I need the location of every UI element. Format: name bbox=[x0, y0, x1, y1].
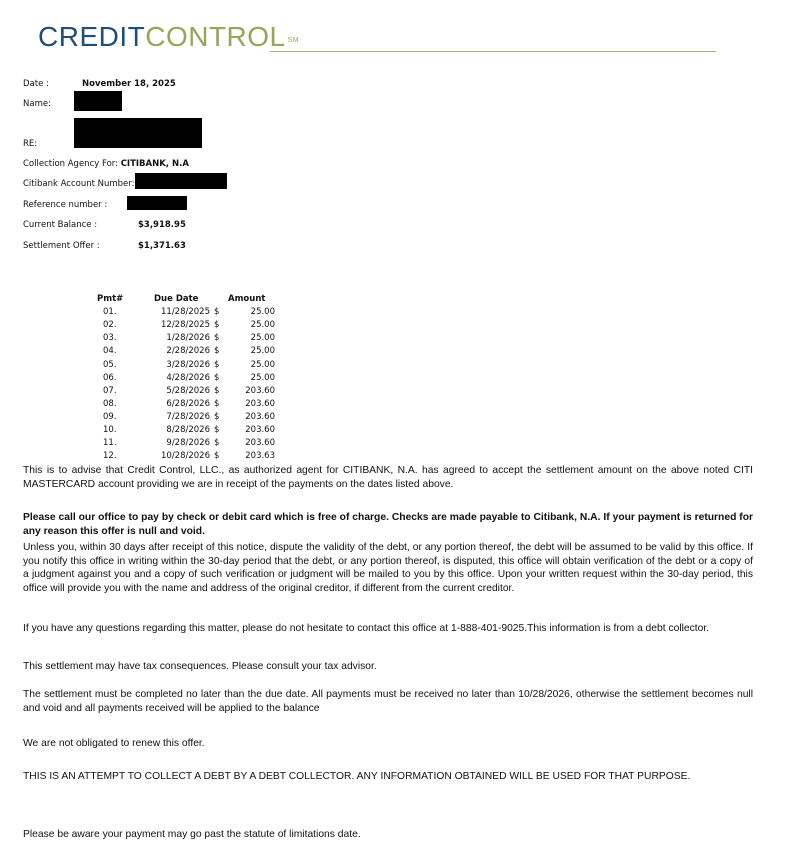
payment-amount: 203.60 bbox=[245, 438, 275, 449]
due-date: 2/28/2026 bbox=[166, 346, 210, 357]
company-logo bbox=[38, 20, 299, 54]
statute-limitations-notice: Please be aware your payment may go past the statute of limitations date. bbox=[23, 829, 361, 840]
header-due-date: Due Date bbox=[154, 294, 199, 304]
table-row bbox=[0, 437, 300, 450]
logo-part-credit: CREDIT bbox=[38, 21, 146, 52]
header-pmt: Pmt# bbox=[97, 294, 124, 304]
debt-collector-disclosure: THIS IS AN ATTEMPT TO COLLECT A DEBT BY A DEBT COLLECTOR. ANY INFORMATION OBTAINED WILL BE USED FOR THAT PURPOSE. bbox=[23, 771, 691, 782]
redacted-reference-number bbox=[127, 196, 187, 210]
pmt-number: 07. bbox=[103, 385, 117, 396]
payment-amount: 25.00 bbox=[250, 320, 275, 331]
currency-symbol: $ bbox=[214, 411, 220, 422]
due-date: 11/28/2025 bbox=[161, 307, 210, 318]
pmt-number: 09. bbox=[103, 411, 117, 422]
table-row bbox=[0, 359, 300, 372]
pmt-number: 01. bbox=[103, 307, 117, 318]
due-date: 6/28/2026 bbox=[166, 398, 210, 409]
table-row bbox=[0, 319, 300, 332]
due-date: 4/28/2026 bbox=[166, 372, 210, 383]
currency-symbol: $ bbox=[214, 320, 220, 331]
agency-label: Collection Agency For: bbox=[23, 159, 121, 169]
renewal-notice-paragraph: We are not obligated to renew this offer. bbox=[23, 738, 205, 749]
pmt-number: 04. bbox=[103, 346, 117, 357]
due-date: 3/28/2026 bbox=[166, 359, 210, 370]
payment-amount: 203.60 bbox=[245, 411, 275, 422]
currency-symbol: $ bbox=[214, 359, 220, 370]
currency-symbol: $ bbox=[214, 307, 220, 318]
agency-value: CITIBANK, N.A bbox=[120, 159, 189, 169]
table-row bbox=[0, 332, 300, 345]
payment-instructions-paragraph: Please call our office to pay by check or debit card which is free of charge. Checks are made payable to Citibank, N.A. If your payment is returned for any reason this offer is null and void. bbox=[23, 512, 753, 537]
currency-symbol: $ bbox=[214, 438, 220, 449]
table-row bbox=[0, 398, 300, 411]
due-date: 12/28/2025 bbox=[161, 320, 210, 331]
account-number-label: Citibank Account Number: bbox=[23, 179, 135, 189]
pmt-number: 06. bbox=[103, 372, 117, 383]
currency-symbol: $ bbox=[214, 425, 220, 435]
currency-symbol: $ bbox=[214, 346, 220, 357]
due-date: 7/28/2026 bbox=[166, 411, 210, 422]
logo-service-mark: SM bbox=[287, 37, 300, 44]
re-label: RE: bbox=[23, 139, 38, 149]
reference-number-label: Reference number : bbox=[23, 200, 108, 210]
settlement-offer-value: $1,371.63 bbox=[138, 241, 186, 251]
table-row bbox=[0, 306, 300, 319]
collection-agency-line bbox=[23, 158, 189, 170]
logo-part-control: CONTROL bbox=[145, 21, 286, 52]
deadline-paragraph: The settlement must be completed no later than the due date. All payments must be received no later than 10/28/2026, otherwise the settlement becomes null and void and all payments received will be applied to the balance bbox=[23, 689, 753, 714]
redacted-name bbox=[74, 91, 122, 111]
due-date: 9/28/2026 bbox=[166, 438, 210, 449]
current-balance-label: Current Balance : bbox=[23, 220, 98, 230]
due-date: 10/28/2026 bbox=[161, 451, 210, 462]
pmt-number: 11. bbox=[103, 438, 117, 449]
pmt-number: 03. bbox=[103, 333, 117, 344]
due-date: 8/28/2026 bbox=[166, 425, 210, 435]
payment-amount: 25.00 bbox=[250, 346, 275, 357]
payment-amount: 203.60 bbox=[245, 425, 275, 435]
payment-amount: 203.60 bbox=[245, 398, 275, 409]
currency-symbol: $ bbox=[214, 333, 220, 344]
due-date: 1/28/2026 bbox=[166, 333, 210, 344]
payment-amount: 25.00 bbox=[250, 333, 275, 344]
table-row bbox=[0, 372, 300, 385]
redacted-account-number bbox=[135, 173, 227, 189]
payment-amount: 203.63 bbox=[245, 451, 275, 462]
table-row bbox=[0, 450, 300, 463]
pmt-number: 12. bbox=[103, 451, 117, 462]
date-label: Date : bbox=[23, 79, 49, 89]
pmt-number: 05. bbox=[103, 359, 117, 370]
current-balance-value: $3,918.95 bbox=[138, 220, 186, 230]
table-row bbox=[0, 385, 300, 398]
payment-amount: 25.00 bbox=[250, 372, 275, 383]
pmt-number: 10. bbox=[103, 425, 117, 435]
logo-divider bbox=[270, 51, 716, 52]
validation-notice-paragraph: Unless you, within 30 days after receipt of this notice, dispute the validity of the debt, or any portion thereof, the debt will be assumed to be valid by this office. If you notify this office in writing within the 30-day period that the debt, or any portion thereof, is disputed, this office will obtain verification of the debt or a copy of a judgment against you and a copy of such verification or judgment will be mailed to you by this office. Upon your written request within the 30-day period, this office will provide you with the name and address of the original creditor, if different from the current creditor. bbox=[23, 542, 753, 594]
date-value: November 18, 2025 bbox=[82, 79, 176, 89]
settlement-offer-label: Settlement Offer : bbox=[23, 241, 100, 251]
due-date: 5/28/2026 bbox=[166, 385, 210, 396]
currency-symbol: $ bbox=[214, 372, 220, 383]
currency-symbol: $ bbox=[214, 398, 220, 409]
payment-amount: 25.00 bbox=[250, 307, 275, 318]
currency-symbol: $ bbox=[214, 451, 220, 462]
redacted-address bbox=[74, 118, 202, 148]
contact-paragraph: If you have any questions regarding this matter, please do not hesitate to contact this office at 1-888-401-9025.This information is from a debt collector. bbox=[23, 623, 710, 634]
table-row bbox=[0, 345, 300, 358]
payment-schedule-table bbox=[0, 293, 802, 463]
payment-amount: 203.60 bbox=[245, 385, 275, 396]
table-row bbox=[0, 411, 300, 424]
pmt-number: 08. bbox=[103, 398, 117, 409]
pmt-number: 02. bbox=[103, 320, 117, 331]
table-row bbox=[0, 424, 300, 437]
tax-notice-paragraph: This settlement may have tax consequences. Please consult your tax advisor. bbox=[23, 661, 377, 672]
currency-symbol: $ bbox=[214, 385, 220, 396]
table-header-row bbox=[0, 293, 300, 306]
name-label: Name: bbox=[23, 99, 51, 109]
payment-amount: 25.00 bbox=[250, 359, 275, 370]
settlement-agreement-paragraph: This is to advise that Credit Control, LLC., as authorized agent for CITIBANK, N.A. has agreed to accept the settlement amount on the above noted CITI MASTERCARD account providing we are in receipt of the payments on the dates listed above. bbox=[23, 465, 753, 490]
header-amount: Amount bbox=[228, 294, 266, 304]
